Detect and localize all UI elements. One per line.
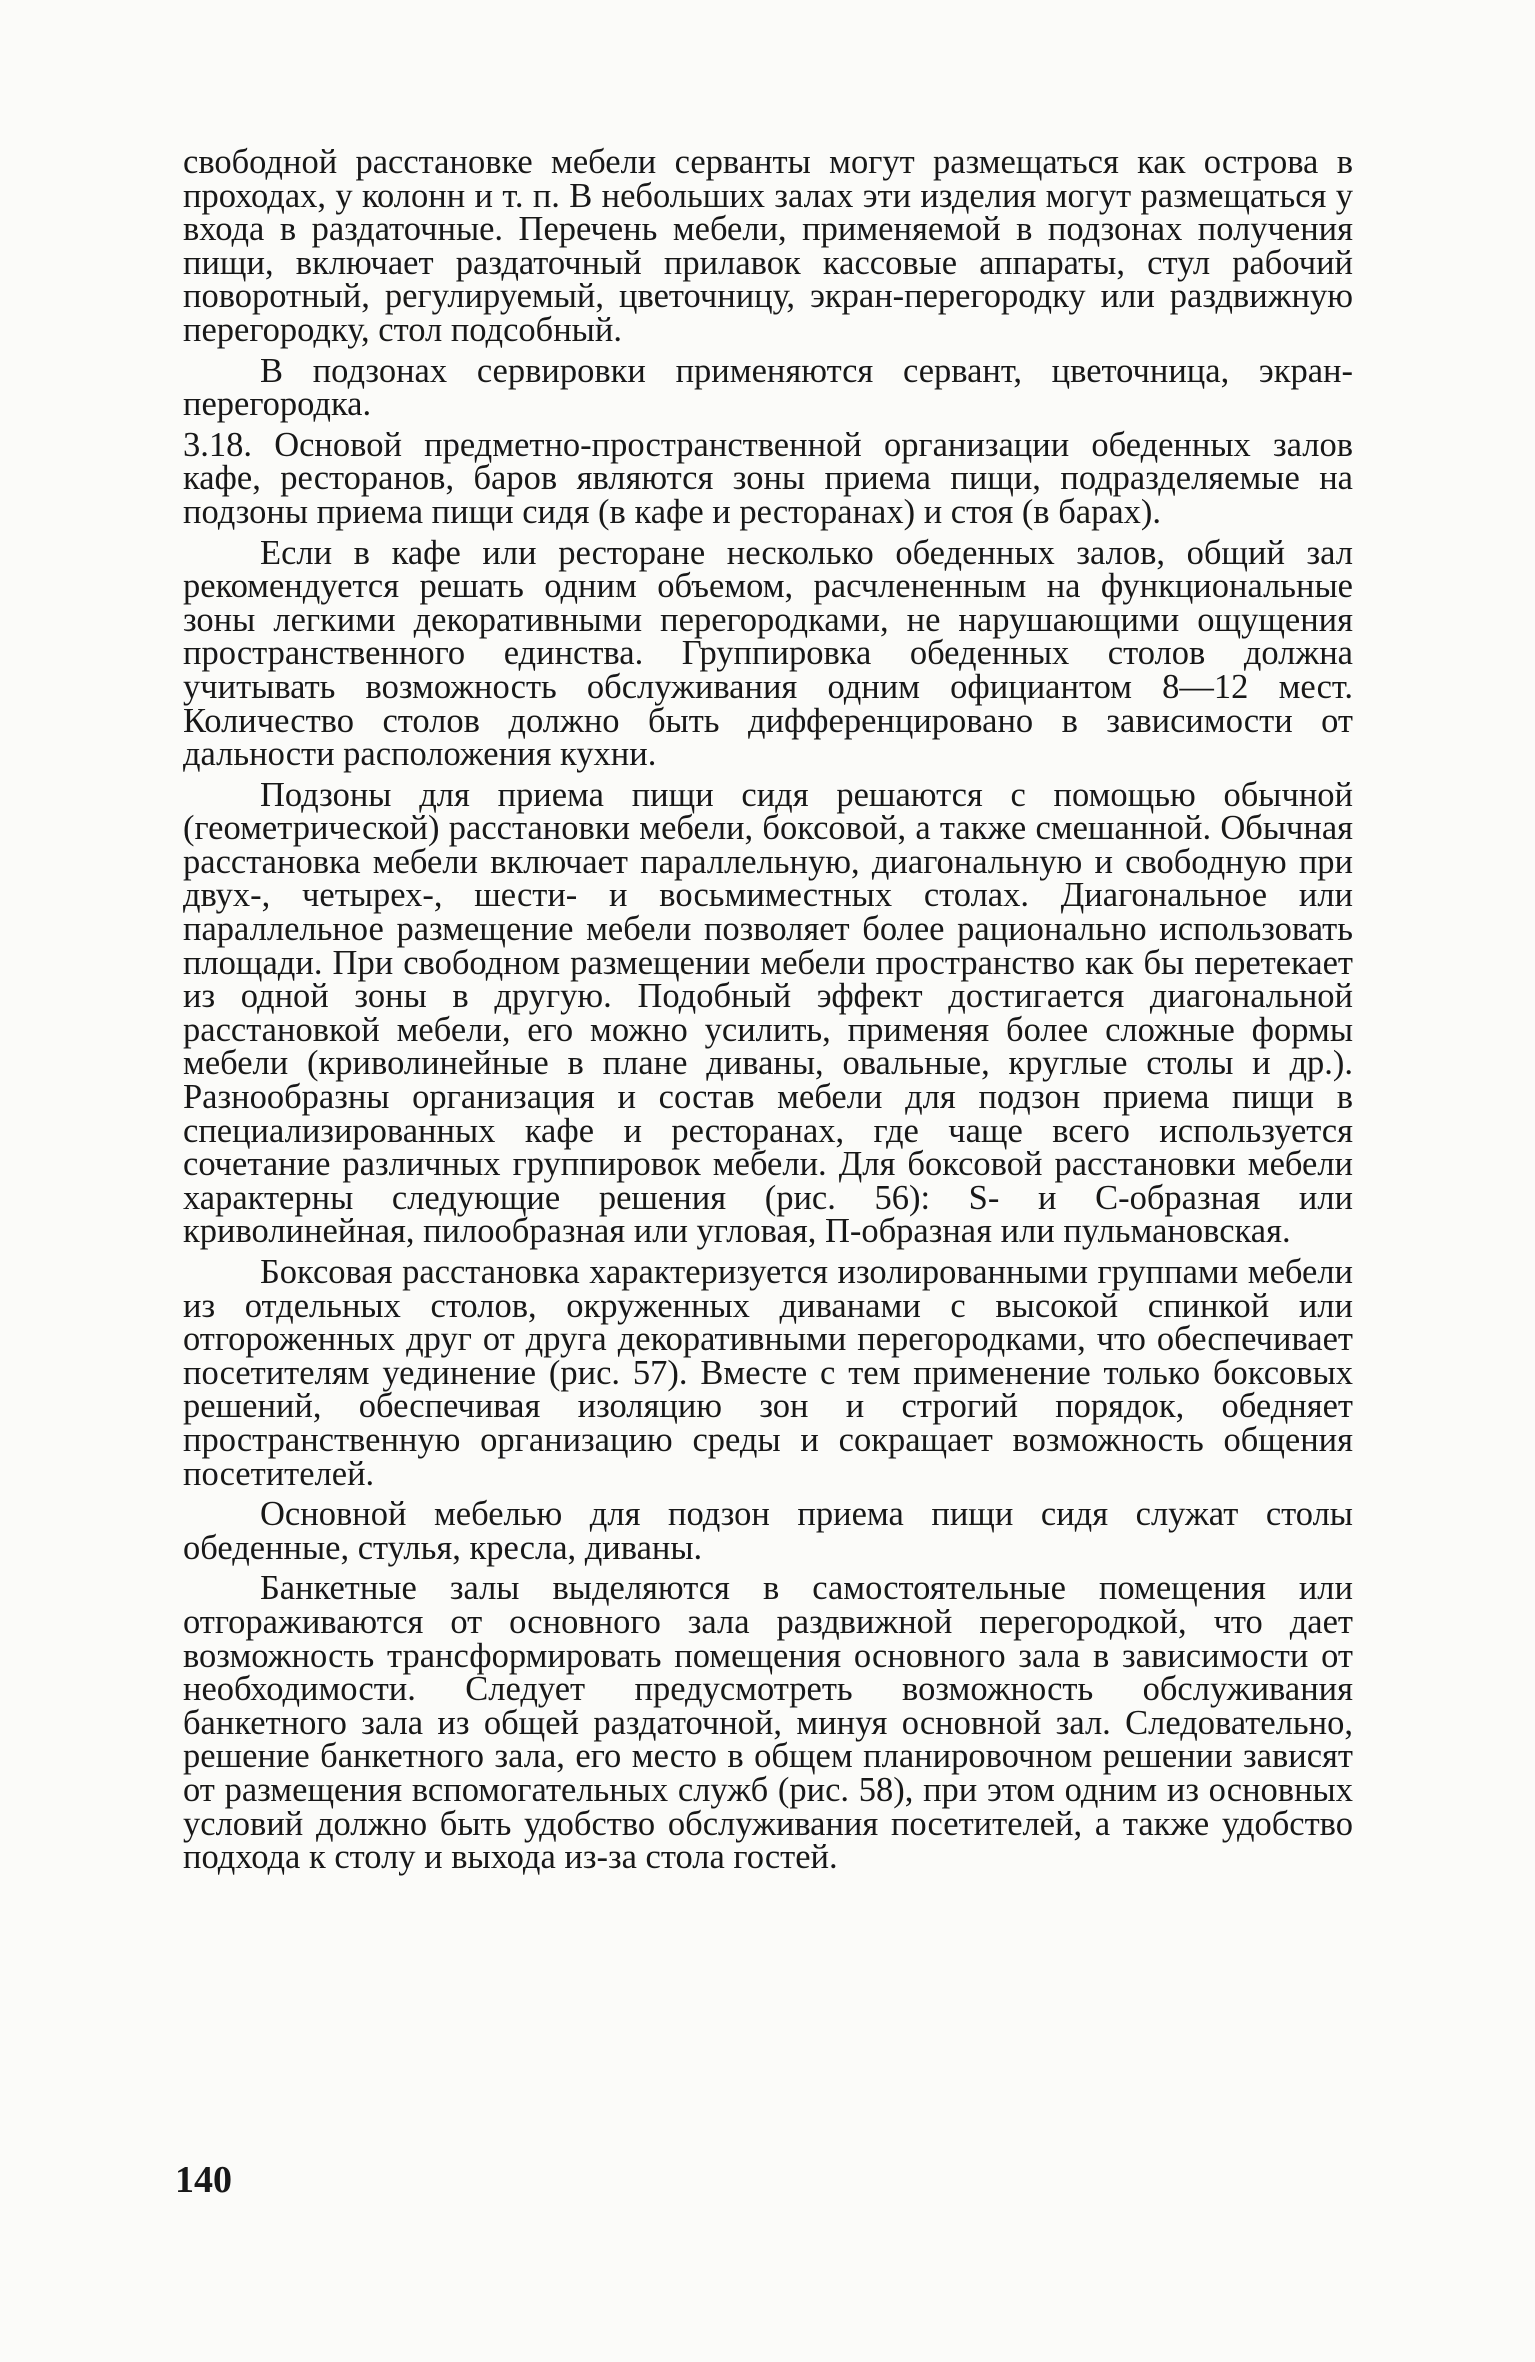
paragraph: свободной расстановке мебели серванты могут размещаться как острова в проходах, у колонн и т. п. В небольших залах эти изделия могут размещаться у входа в раздаточные. Перечень мебели, применяемой в подзонах получения пищи, включает раздаточный прилавок кассовые аппараты, стул рабочий поворотный, регулируемый, цветочницу, экран-перегородку или раздвижную перегородку, стол подсобный. — [183, 143, 1353, 349]
body-text — [183, 143, 1353, 1882]
paragraph: Если в кафе или ресторане несколько обеденных залов, общий зал рекомендуется решать одним объемом, расчлененным на функциональные зоны легкими декоративными перегородками, не нарушающими ощущения пространственного единства. Группировка обеденных столов должна учитывать возможность обслуживания одним официантом 8—12 мест. Количество столов должно быть дифференцировано в зависимости от дальности расположения кухни. — [183, 533, 1353, 774]
paragraph: В подзонах сервировки применяются сервант, цветочница, экран-перегородка. — [183, 351, 1353, 424]
paragraph: Подзоны для приема пищи сидя решаются с помощью обычной (геометрической) расстановки мебели, боксовой, а также смешанной. Обычная расстановка мебели включает параллельную, диагональную и свободную при двух-, четырех-, шести- и восьмиместных столах. Диагональное или параллельное размещение мебели позволяет более рационально использовать площади. При свободном размещении мебели пространство как бы перетекает из одной зоны в другую. Подобный эффект достигается диагональной расстановкой мебели, его можно усилить, применяя более сложные формы мебели (криволинейные в плане диваны, овальные, круглые столы и др.). Разнообразны организация и состав мебели для подзон приема пищи в специализированных кафе и ресторанах, где чаще всего используется сочетание различных группировок мебели. Для боксовой расстановки мебели характерны следующие решения (рис. 56): S- и С-образная или криволинейная, пилообразная или угловая, П-образная или пульмановская. — [183, 775, 1353, 1251]
paragraph: Банкетные залы выделяются в самостоятельные помещения или отгораживаются от основного зала раздвижной перегородкой, что дает возможность трансформировать помещения основного зала в зависимости от необходимости. Следует предусмотреть возможность обслуживания банкетного зала из общей раздаточной, минуя основной зал. Следовательно, решение банкетного зала, его место в общем планировочном решении зависят от размещения вспомогательных служб (рис. 58), при этом одним из основных условий должно быть удобство обслуживания посетителей, а также удобство подхода к столу и выхода из-за стола гостей. — [183, 1569, 1353, 1877]
paragraph: 3.18. Основой предметно-пространственной организации обеденных залов кафе, ресторанов, баров являются зоны приема пищи, подразделяемые на подзоны приема пищи сидя (в кафе и ресторанах) и стоя (в барах). — [183, 425, 1353, 531]
page-number: 140 — [175, 2159, 232, 2201]
paragraph: Боксовая расстановка характеризуется изолированными группами мебели из отдельных столов, окруженных диванами с высокой спинкой или отгороженных друг от друга декоративными перегородками, что обеспечивает посетителям уединение (рис. 57). Вместе с тем применение только боксовых решений, обеспечивая изоляцию зон и строгий порядок, обедняет пространственную организацию среды и сокращает возможность общения посетителей. — [183, 1253, 1353, 1493]
paragraph: Основной мебелью для подзон приема пищи сидя служат столы обеденные, стулья, кресла, диваны. — [183, 1495, 1353, 1567]
